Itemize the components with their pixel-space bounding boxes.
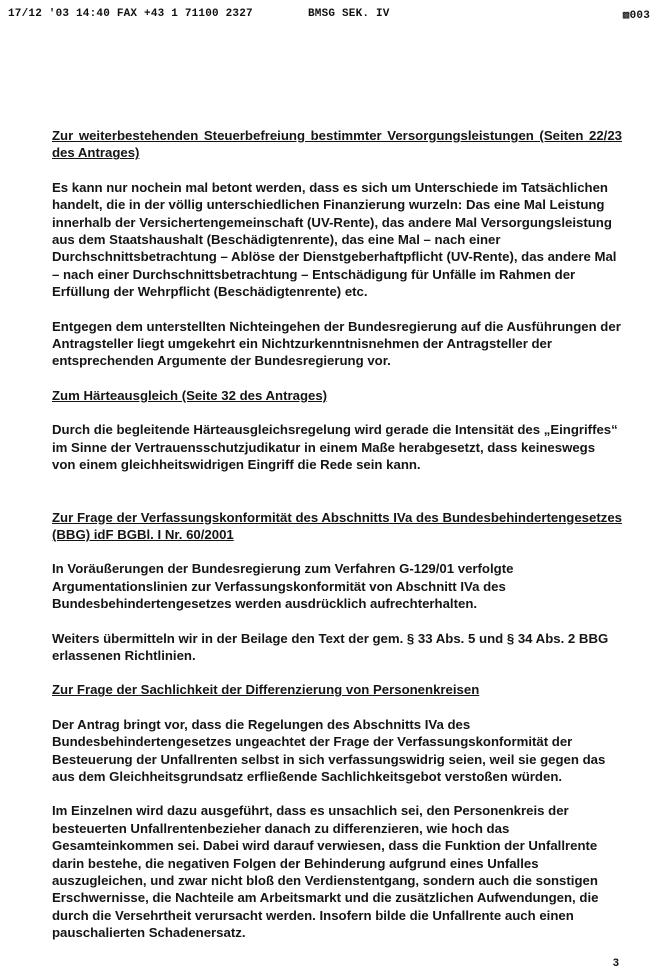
paragraph: Durch die begleitende Härteausgleichsregelung wird gerade die Intensität des „Eingriffes“ im Sinne der Vertrauensschutzjudikatur in einem Maße herabgesetzt, dass keineswegs von einem gleichheitswidrigen Eingriff die Rede sein kann. [52,422,618,473]
paragraph: Der Antrag bringt vor, dass die Regelungen des Abschnitts IVa des Bundesbehindertengesetzes ungeachtet der Frage der Verfassungskonformität der Besteuerung der Unfallrenten selbst in sich verfassungswidrig seien, weil sie gegen das aus dem Gleichheitsgrundsatz erfließende Sachlichkeitsgebot verstoßen würden. [52,716,606,784]
paragraph: Weiters übermitteln wir in der Beilage den Text der gem. § 33 Abs. 5 und § 34 Abs. 2 BBG erlassenen Richtlinien. [52,630,609,663]
fax-sender: BMSG SEK. IV [308,8,390,20]
section-heading-haerteausgleich: Zum Härteausgleich (Seite 32 des Antrages) [52,387,328,403]
document-body [52,127,622,959]
paragraph: Im Einzelnen wird dazu ausgeführt, dass es unsachlich sei, den Personenkreis der besteuerten Unfallrentenbezieher danach zu differenzieren, wie hoch das Gesamteinkommen sei. Dabei wird darauf verwiesen, dass die Funktion der Unfallrente darin bestehe, die negativen Folgen der Behinderung aufgrund eines Unfalles auszugleichen, und zwar nicht bloß den Verdienstentgang, sondern auch die sonstigen Erschwernisse, die Nachteile am Arbeitsmarkt und die zusätzlichen Aufwendungen, die durch die Versehrtheit verursacht werden. Insofern bilde die Unfallrente auch einen pauschalierten Schadenersatz. [52,803,599,941]
section-spacer [52,491,622,509]
fax-timestamp: 17/12 '03 14:40 FAX +43 1 71100 2327 [8,8,253,20]
section-heading-steuerbefreiung: Zur weiterbestehenden Steuerbefreiung bestimmter Versorgungsleistungen (Seiten 22/23 des Antrages) [52,128,622,161]
section-heading-verfassungskonformitaet: Zur Frage der Verfassungskonformität des Abschnitts IVa des Bundesbehindertengesetzes (BBG) idF BGBl. I Nr. 60/2001 [52,509,622,542]
fax-page-code [623,8,650,22]
paragraph: Entgegen dem unterstellten Nichteingehen der Bundesregierung auf die Ausführungen der Antragsteller liegt umgekehrt ein Nichtzurkenntnisnehmen der Antragsteller der entsprechenden Argumente der Bundesregierung vor. [52,318,621,369]
fax-mark-icon: ▩ [622,10,630,22]
paragraph: In Voräußerungen der Bundesregierung zum Verfahren G-129/01 verfolgte Argumentationslinien zur Verfassungskonformität von Abschnitt IVa des Bundesbehindertengesetzes werden ausdrücklich aufrechterhalten. [52,561,514,612]
fax-header [8,8,650,24]
section-heading-sachlichkeit: Zur Frage der Sachlichkeit der Differenzierung von Personenkreisen [52,682,480,698]
page-number: 3 [612,957,619,969]
fax-page-code-value: 003 [629,10,650,22]
paragraph: Es kann nur nochein mal betont werden, dass es sich um Unterschiede im Tatsächlichen handelt, die in der völlig unterschiedlichen Finanzierung wurzeln: Das eine Mal Leistung innerhalb der Versichertengemeinschaft (UV-Rente), das andere Mal Versorgungsleistung aus dem Staatshaushalt (Beschädigtenrente), das eine Mal – nach einer Durchschnittsbetrachtung – Ablöse der Dienstgeberhaftpflicht (UV-Rente), das andere Mal – nach einer Durchschnittsbetrachtung – Entschädigung für Unfälle im Rahmen der Erfüllung der Wehrpflicht (Beschädigtenrente) etc. [52,179,617,300]
